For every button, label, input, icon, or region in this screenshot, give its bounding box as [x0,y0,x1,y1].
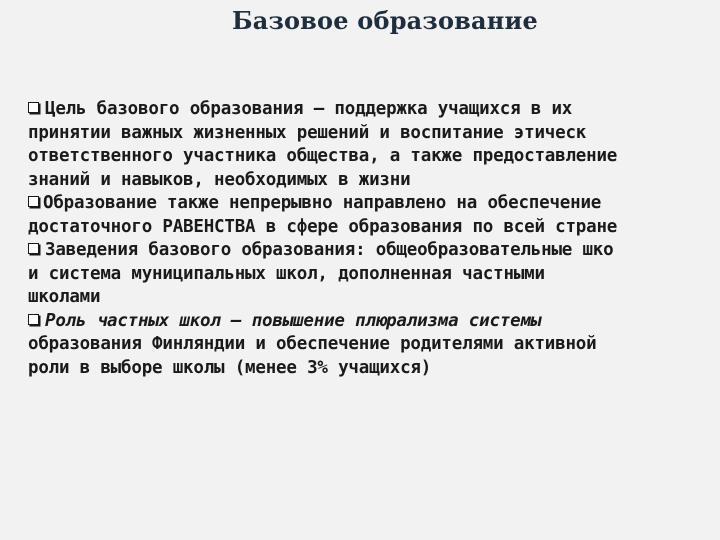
bullet-item-1-line-3: ответственного участника общества, а также предоставление [28,146,618,166]
bullet-item-2-line-1: Образование также непрерывно направлено на обеспечение [28,192,718,216]
bullet-item-3-line-1: Заведения базового образования: общеобразовательные шко [28,239,718,263]
checkbox-bullet-icon [28,243,39,254]
slide-title: Базовое образование [231,6,539,35]
bullet-item-4-line-1: Роль частных школ – повышение плюрализма системы [28,310,718,334]
bullet-item-1-line-4: знаний и навыков, необходимых в жизни [28,169,411,190]
checkbox-bullet-icon [28,314,39,325]
bullet-item-1-line-2: принятии важных жизненных решений и воспитание этическ [28,122,587,143]
bullet-list [28,98,718,380]
bullet-item-4-line-2: образования Финляндии и обеспечение родителями активной [28,334,597,354]
bullet-item-3-line-2: и система муниципальных школ, дополненная частными [28,263,545,284]
checkbox-bullet-icon [28,102,39,113]
bullet-item-2-line-2: достаточного РАВЕНСТВА в сфере образования по всей стране [28,216,618,237]
bullet-item-1-line-1: Цель базового образования – поддержка учащихся в их [28,98,718,122]
checkbox-bullet-icon [28,196,39,207]
bullet-item-4-line-3: роли в выборе школы (менее 3% учащихся) [28,357,432,378]
bullet-item-3-line-3: школами [28,287,101,307]
